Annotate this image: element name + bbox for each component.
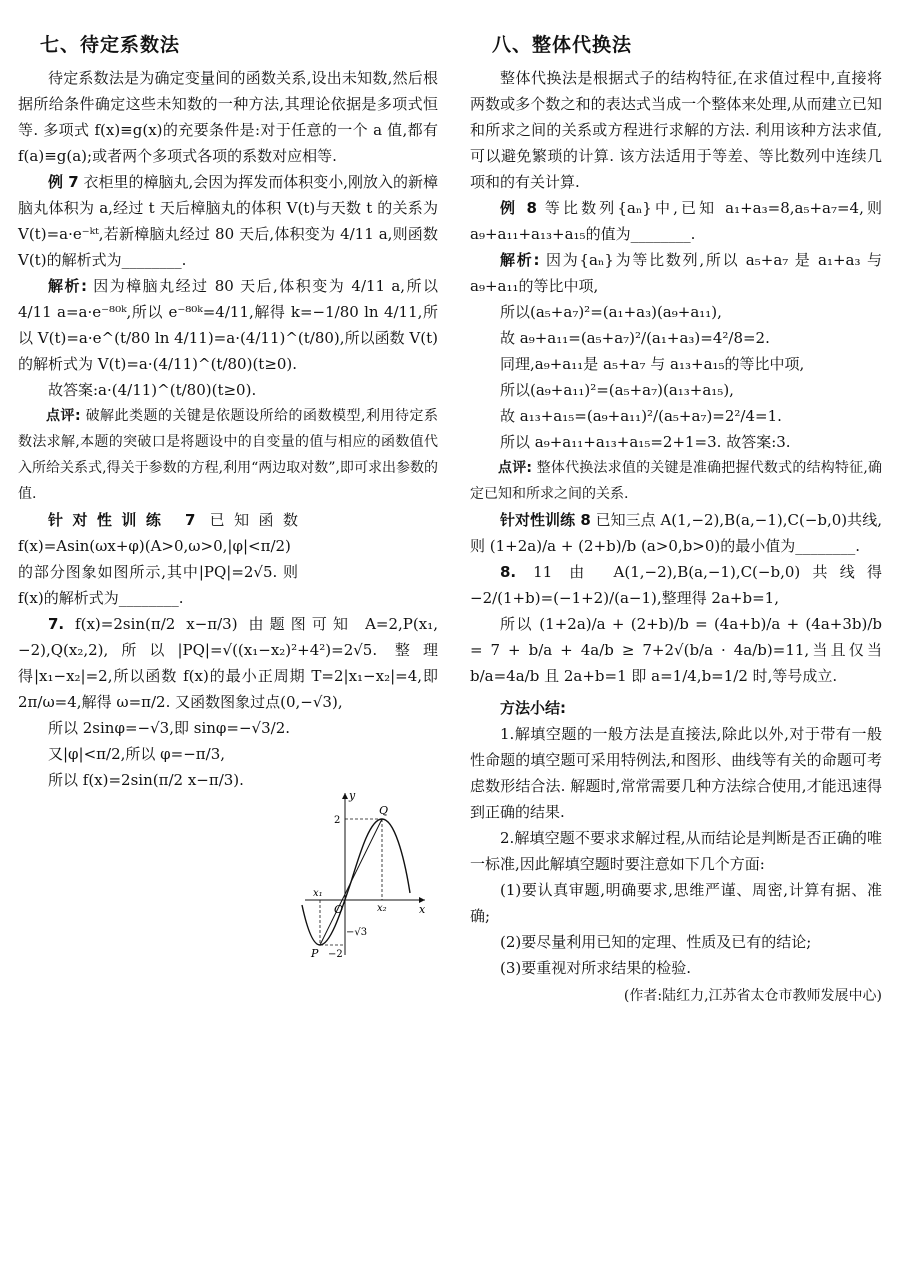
section-8-intro: 整体代换法是根据式子的结构特征,在求值过程中,直接将两数或多个数之和的表达式当成一个整体来处理,从而建立已知和所求之间的关系或方程进行求解的方法. 利用该种方法求值,可以避免繁琐的计算. 该方法适用于等差、等比数列中连续几项和的有关计算. [470, 69, 882, 191]
section-title-8: 八、整体代换法 [492, 34, 633, 56]
left-column [18, 30, 438, 793]
answer-7-line-a: 所以 2sinφ=−√3,即 sinφ=−√3/2. [48, 719, 291, 737]
example-7-text: 衣柜里的樟脑丸,会因为挥发而体积变小,刚放入的新樟脑丸体积为 a,经过 t 天后樟脑丸的体积 V(t)与天数 t 的关系为 V(t)=a·e⁻ᵏᵗ,若新樟脑丸经过 80 天后,体积变为 4/11 a,则函数 V(t)的解析式为________. [18, 173, 438, 269]
solution-8-line-5: 故 a₁₃+a₁₅=(a₉+a₁₁)²/(a₅+a₇)=2²/4=1. [500, 407, 782, 425]
summary-title: 方法小结: [500, 699, 566, 717]
example-8-text: 等比数列{aₙ}中,已知 a₁+a₃=8,a₅+a₇=4,则 a₉+a₁₁+a₁₃+a₁₅的值为________. [470, 199, 882, 243]
answer-7-label: 7. [48, 615, 65, 633]
comment-7-text: 破解此类题的关键是依题设所给的函数模型,利用待定系数法求解,本题的突破口是将题设中的自变量的值与相应的函数值代入所给关系式,得关于参数的方程,利用“两边取对数”,即可求出参数的值. [18, 408, 438, 502]
summary-point-2: 2.解填空题不要求求解过程,从而结论是判断是否正确的唯一标准,因此解填空题时要注意如下几个方面: [470, 829, 882, 873]
solution-8-text: 因为{aₙ}为等比数列,所以 a₅+a₇ 是 a₁+a₃ 与 a₉+a₁₁的等比中项, [470, 251, 882, 295]
comment-8 [470, 455, 882, 507]
example-8 [470, 195, 882, 247]
section-title-7: 七、待定系数法 [40, 34, 181, 56]
x2-label: x₂ [377, 903, 387, 914]
answer-7: 故答案:a·(4/11)^(t/80)(t≥0). [48, 381, 257, 399]
solution-8-line-4: 所以(a₉+a₁₁)²=(a₅+a₇)(a₁₃+a₁₅), [500, 381, 734, 399]
y-axis-arrow [342, 793, 348, 799]
solution-8-label: 解析: [500, 251, 540, 269]
answer-7-text: f(x)=2sin(π/2 x−π/3) 由题图可知 A=2,P(x₁,−2),Q(x₂,2),所以|PQ|=√((x₁−x₂)²+4²)=2√5. 整理得|x₁−x₂|=2,所以函数 f(x)的最小正周期 T=2|x₁−x₂|=4,即 2π/ω=4,解得 ω=π/2. 又函数图象过点(0,−√3), [18, 615, 438, 711]
solution-7-text: 因为樟脑丸经过 80 天后,体积变为 4/11 a,所以 4/11 a=a·e⁻⁸⁰ᵏ,所以 e⁻⁸⁰ᵏ=4/11,解得 k=−1/80 ln 4/11,所以 V(t)=a·e^(t/80 ln 4/11)=a·(4/11)^(t/80),所以函数 V(t)的解析式为 V(t)=a·(4/11)^(t/80)(t≥0). [18, 277, 438, 373]
comment-8-label: 点评: [498, 460, 533, 476]
solution-8-line-6: 所以 a₉+a₁₁+a₁₃+a₁₅=2+1=3. 故答案:3. [500, 433, 791, 451]
example-8-label: 例 8 [500, 199, 537, 217]
comment-7 [18, 403, 438, 507]
solution-8-line-3: 同理,a₉+a₁₁是 a₅+a₇ 与 a₁₃+a₁₅的等比中项, [500, 355, 805, 373]
y-axis-label: y [349, 789, 356, 802]
solution-8 [470, 247, 882, 299]
answer-8-text: 11 由 A(1,−2),B(a,−1),C(−b,0)共线得 −2/(1+b)=(−1+2)/(a−1),整理得 2a+b=1, [470, 563, 882, 607]
answer-8-line-1: 所以 (1+2a)/a + (2+b)/b = (4a+b)/a + (4a+3b)/b = 7 + b/a + 4a/b ≥ 7+2√(b/a · 4a/b)=11,当且仅当 b/a=4a/b 且 2a+b=1 即 a=1/4,b=1/2 时,等号成立. [470, 615, 882, 685]
answer-7-solution [18, 611, 438, 715]
summary-point-2c: (3)要重视对所求结果的检验. [500, 959, 692, 977]
training-8-label: 针对性训练 8 [500, 511, 591, 529]
training-8 [470, 507, 882, 559]
training-7-label: 针对性训练 7 [48, 511, 196, 529]
point-p-label: P [311, 947, 319, 960]
comment-7-label: 点评: [46, 408, 81, 424]
right-column [470, 30, 882, 1009]
y-tick-neg2: −2 [328, 949, 343, 960]
y-tick-2: 2 [334, 815, 341, 826]
x-axis-label: x [419, 903, 426, 916]
author-byline: (作者:陆红力,江苏省太仓市教师发展中心) [623, 988, 882, 1004]
section-7-intro: 待定系数法是为确定变量间的函数关系,设出未知数,然后根据所给条件确定这些未知数的一种方法,其理论依据是多项式恒等. 多项式 f(x)≡g(x)的充要条件是:对于任意的一个 a 值,都有 f(a)≡g(a);或者两个多项式各项的系数对应相等. [18, 69, 438, 165]
training-7 [18, 507, 298, 611]
solution-7-label: 解析: [48, 277, 87, 295]
summary-point-2b: (2)要尽量利用已知的定理、性质及已有的结论; [500, 933, 812, 951]
origin-label: O [334, 903, 344, 916]
training-7-text: 已知函数 f(x)=Asin(ωx+φ)(A>0,ω>0,|φ|<π/2)的部分图象如图所示,其中|PQ|=2√5. 则 f(x)的解析式为________. [18, 511, 298, 607]
solution-8-line-1: 所以(a₅+a₇)²=(a₁+a₃)(a₉+a₁₁), [500, 303, 722, 321]
example-7 [18, 169, 438, 273]
answer-8 [470, 559, 882, 611]
sine-graph [300, 785, 430, 960]
summary-point-2a: (1)要认真审题,明确要求,思维严谨、周密,计算有据、准确; [470, 881, 882, 925]
neg-root3-label: −√3 [346, 927, 368, 938]
solution-8-line-2: 故 a₉+a₁₁=(a₅+a₇)²/(a₁+a₃)=4²/8=2. [500, 329, 770, 347]
point-q-label: Q [379, 804, 389, 817]
answer-7-line-c: 所以 f(x)=2sin(π/2 x−π/3). [48, 771, 244, 789]
training-8-text: 已知三点 A(1,−2),B(a,−1),C(−b,0)共线,则 (1+2a)/a + (2+b)/b (a>0,b>0)的最小值为________. [470, 511, 882, 555]
answer-8-label: 8. [500, 563, 517, 581]
x1-label: x₁ [313, 888, 323, 899]
comment-8-text: 整体代换法求值的关键是准确把握代数式的结构特征,确定已知和所求之间的关系. [470, 460, 882, 502]
answer-7-line-b: 又|φ|<π/2,所以 φ=−π/3, [48, 745, 226, 763]
summary-point-1: 1.解填空题的一般方法是直接法,除此以外,对于带有一般性命题的填空题可采用特例法,和图形、曲线等有关的命题可考虑数形结合法. 解题时,常常需要几种方法综合使用,才能迅速得到正确的结果. [470, 725, 882, 821]
example-7-label: 例 7 [48, 173, 79, 191]
solution-7 [18, 273, 438, 377]
